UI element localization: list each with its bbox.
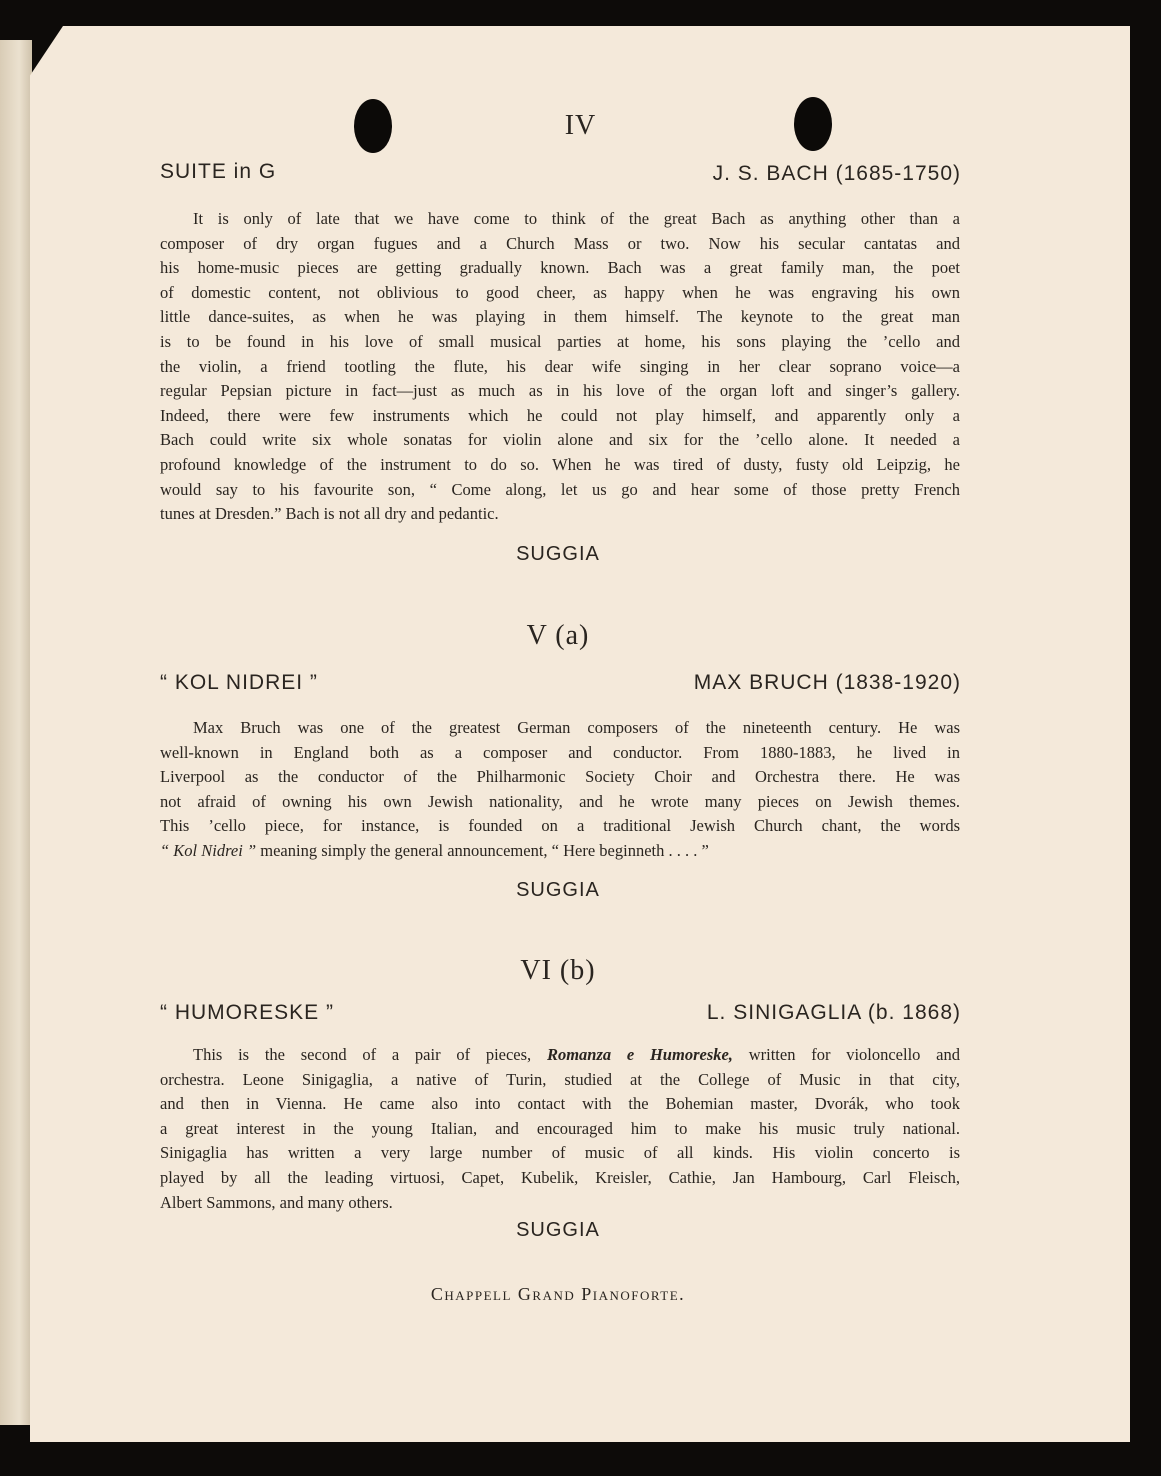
program-note	[160, 207, 960, 527]
text-line: orchestra. Leone Sinigaglia, a native of Turin, studied at the College of Music in that city,	[160, 1069, 960, 1089]
text-line: This ’cello piece, for instance, is founded on a traditional Jewish Church chant, the words	[160, 816, 960, 836]
text-line	[160, 839, 960, 864]
text-line: tunes at Dresden.” Bach is not all dry and pedantic.	[160, 504, 499, 524]
text-line: little dance-suites, as when he was playing in them himself. The keynote to the great man	[160, 307, 960, 327]
text-line: is to be found in his love of small musical parties at home, his sons playing the ’cello and	[160, 331, 960, 351]
text-line: the violin, a friend tootling the flute, his dear wife singing in her clear soprano voice—a	[160, 356, 960, 376]
composer: MAX BRUCH (1838-1920)	[693, 671, 961, 694]
text-line: of domestic content, not oblivious to good cheer, as happy when he was engraving his own	[160, 282, 960, 302]
text-line: Liverpool as the conductor of the Philharmonic Society Choir and Orchestra there. He was	[160, 767, 960, 787]
text-line: played by all the leading virtuosi, Capet, Kubelik, Kreisler, Cathie, Jan Hambourg, Carl Fleisch,	[160, 1167, 960, 1187]
performer: SUGGIA	[516, 1219, 600, 1241]
text-line: well-known in England both as a composer and conductor. From 1880-1883, he lived in	[160, 742, 960, 762]
program-note	[160, 1043, 960, 1215]
italic-title: Romanza e Humoreske,	[546, 1045, 733, 1064]
composer: J. S. BACH (1685-1750)	[712, 162, 961, 185]
text-line: It is only of late that we have come to think of the great Bach as anything other than a	[193, 209, 960, 228]
italic-title: “ Kol Nidrei ”	[160, 840, 257, 860]
text-line: Bach could write six whole sonatas for violin alone and six for the ’cello alone. It needed a	[160, 430, 960, 450]
text-line: Albert Sammons, and many others.	[160, 1192, 393, 1212]
text-line: a great interest in the young Italian, and encouraged him to make his music truly national.	[160, 1118, 960, 1138]
section-number: IV	[564, 110, 597, 141]
adjacent-page-edge	[0, 40, 32, 1425]
text-line: Max Bruch was one of the greatest German composers of the nineteenth century. He was	[193, 718, 960, 737]
text-line: Sinigaglia has written a very large number of music of all kinds. His violin concerto is	[160, 1143, 960, 1163]
text-line: and then in Vienna. He came also into contact with the Bohemian master, Dvorák, who took	[160, 1094, 960, 1114]
section-number: V (a)	[526, 620, 590, 651]
text-line: his home-music pieces are getting gradually known. Bach was a great family man, the poet	[160, 258, 960, 278]
text-line: would say to his favourite son, “ Come along, let us go and hear some of those pretty French	[160, 479, 960, 499]
piece-title: “ HUMORESKE ”	[160, 1001, 335, 1024]
text-fragment: This is the second of a pair of pieces,	[193, 1045, 532, 1064]
performer: SUGGIA	[516, 543, 600, 565]
footer-note: Chappell Grand Pianoforte.	[430, 1284, 686, 1304]
text-line: profound knowledge of the instrument to do so. When he was tired of dusty, fusty old Leipzig, he	[160, 454, 960, 474]
composer: L. SINIGAGLIA (b. 1868)	[706, 1001, 961, 1024]
text-fragment: meaning simply the general announcement, “ Here beginneth . . . . ”	[260, 840, 709, 860]
piece-title: “ KOL NIDREI ”	[160, 671, 318, 694]
program-note	[160, 716, 960, 864]
text-line: regular Pepsian picture in fact—just as much as in his love of the organ loft and singer’s gallery.	[160, 381, 960, 401]
section-number: VI (b)	[520, 955, 596, 986]
text-line	[160, 1043, 960, 1068]
text-line: composer of dry organ fugues and a Church Mass or two. Now his secular cantatas and	[160, 233, 960, 253]
text-line: not afraid of owning his own Jewish nationality, and he wrote many pieces on Jewish themes.	[160, 791, 960, 811]
text-line: Indeed, there were few instruments which he could not play himself, and apparently only a	[160, 405, 960, 425]
performer: SUGGIA	[516, 879, 600, 901]
text-fragment: written for violoncello and	[748, 1045, 961, 1064]
piece-title: SUITE in G	[160, 160, 277, 183]
